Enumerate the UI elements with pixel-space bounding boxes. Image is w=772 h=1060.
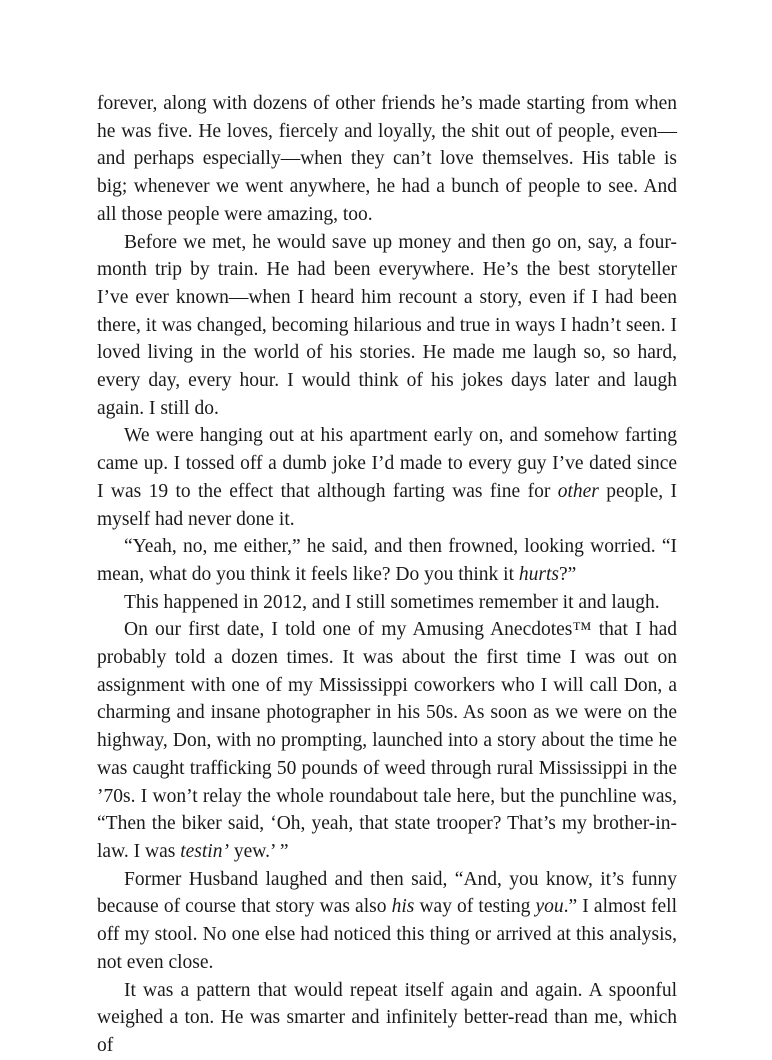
paragraph-text: ?”	[559, 563, 577, 585]
paragraph-text: Former Husband laughed and then said, “And, you know, it’s funny because of course that story was also	[97, 868, 677, 918]
paragraph-text: .” I almost fell off my stool. No one else had noticed this thing or arrived at this analysis, not even close.	[97, 896, 677, 973]
paragraph-3	[97, 422, 677, 533]
paragraph-6	[97, 616, 677, 865]
paragraph-text: “Yeah, no, me either,” he said, and then frowned, looking worried. “I mean, what do you think it feels like? Do you think it	[97, 536, 677, 585]
paragraph-1	[97, 90, 677, 229]
paragraph-text: We were hanging out at his apartment early on, and somehow farting came up. I tossed off a dumb joke I’d made to every guy I’ve dated since I was 19 to the effect that although farting was fine for	[97, 425, 677, 502]
italic-emphasis: you	[535, 896, 564, 918]
paragraph-text: On our first date, I told one of my Amusing Anecdotes™ that I had probably told a dozen times. It was about the first time I was out on assignment with one of my Mississippi coworkers who I will call Don, a charming and insane photographer in his 50s. As soon as we were on the highway, Don, with no prompting, launched into a story about the time he was caught trafficking 50 pounds of weed through rural Mississippi in the ’70s. I won’t relay the whole roundabout tale here, but the punchline was, “Then the biker said, ‘Oh, yeah, that state trooper? That’s my brother-in-law. I was	[97, 619, 677, 862]
paragraph-text: yew.’ ”	[228, 840, 289, 862]
paragraph-text: people, I myself had never done it.	[97, 480, 677, 530]
italic-emphasis: testin’	[180, 840, 229, 862]
italic-emphasis: his	[391, 896, 415, 918]
paragraph-7	[97, 866, 677, 977]
paragraph-text: way of testing	[414, 896, 536, 918]
italic-emphasis: other	[557, 480, 599, 502]
book-page-text	[97, 90, 677, 1060]
paragraph-text: forever, along with dozens of other friends he’s made starting from when he was five. He loves, fiercely and loyally, the shit out of people, even—and perhaps especially—when they can’t love themselves. His table is big; whenever we went anywhere, he had a bunch of people to see. And all those people were amazing, too.	[97, 93, 677, 225]
paragraph-text: This happened in 2012, and I still sometimes remember it and laugh.	[124, 591, 660, 613]
paragraph-text: Before we met, he would save up money and then go on, say, a four-month trip by train. He had been everywhere. He’s the best storyteller I’ve ever known—when I heard him recount a story, even if I had been there, it was changed, becoming hilarious and true in ways I hadn’t seen. I loved living in the world of his stories. He made me laugh so, so hard, every day, every hour. I would think of his jokes days later and laugh again. I still do.	[97, 231, 677, 419]
paragraph-5	[97, 589, 677, 617]
paragraph-2	[97, 229, 677, 423]
italic-emphasis: hurts	[518, 563, 559, 585]
paragraph-8	[97, 977, 677, 1060]
paragraph-text: It was a pattern that would repeat itself again and again. A spoonful weighed a ton. He was smarter and infinitely better-read than me, which of	[97, 979, 677, 1056]
paragraph-4	[97, 533, 677, 588]
